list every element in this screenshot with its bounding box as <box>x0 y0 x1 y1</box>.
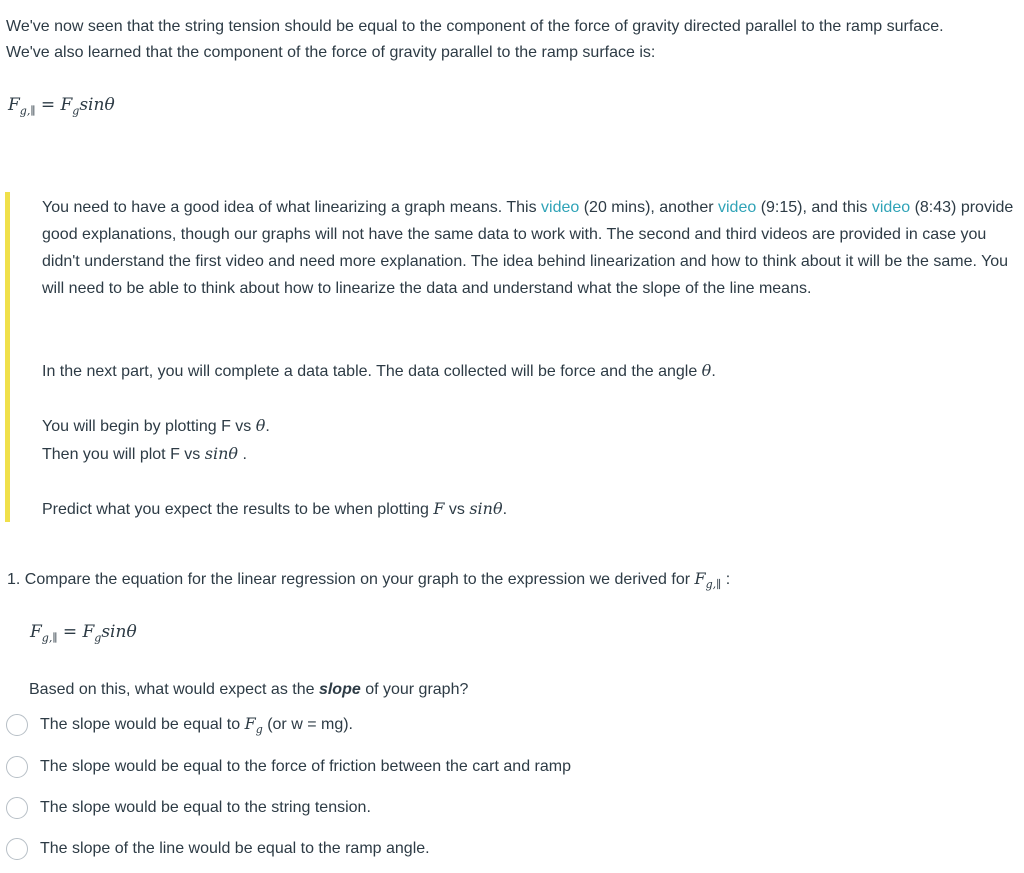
callout-text: Then you will plot F vs <box>42 446 205 463</box>
equation-parallel-gravity <box>8 95 115 117</box>
answer-option-label: The slope of the line would be equal to the ramp angle. <box>40 840 430 857</box>
question-colon: : <box>721 571 731 588</box>
callout-text: (8:43) provide good explanations, though our graphs will not have the same data to work with. The second and third videos are provided in case you didn't understand the first video and need more explanation. The idea behind linearization and how to think about it will be the same. You will need to be able to think about how to linearize the data and understand what the slope of the line means. <box>42 199 1014 297</box>
sin-theta-symbol: sinθ <box>204 444 238 463</box>
equation-parallel-gravity-repeat <box>30 622 137 644</box>
video-link-3[interactable]: video <box>871 199 911 216</box>
video-link-2[interactable]: video <box>718 199 757 216</box>
force-subscript: g <box>255 723 263 737</box>
callout-text: . <box>502 501 508 518</box>
answer-option-label: The slope would be equal to the string tension. <box>40 799 371 816</box>
callout-text: (9:15), and this <box>756 199 872 216</box>
info-callout <box>5 192 1024 522</box>
question-label: 1. Compare the equation for the linear regression on your graph to the expression we derived for <box>7 571 695 588</box>
eq-equals: = <box>35 95 61 115</box>
prompt-text: Based on this, what would expect as the <box>29 681 319 698</box>
eq-lhs-sub: g,∥ <box>19 104 36 118</box>
radio-button[interactable] <box>6 838 28 860</box>
option-text: The slope would be equal to <box>40 715 245 733</box>
callout-text: You will begin by plotting F vs <box>42 418 256 435</box>
callout-paragraph-data-table <box>42 357 716 385</box>
question-prompt <box>29 678 468 702</box>
eq-equals: = <box>57 622 83 642</box>
eq-rhs-sub: g <box>72 104 80 118</box>
force-subscript: g,∥ <box>705 578 722 592</box>
eq-rhs: F <box>82 622 95 642</box>
radio-button[interactable] <box>6 756 28 778</box>
intro-text <box>6 14 1022 66</box>
callout-text: . <box>265 418 270 435</box>
callout-text: vs <box>444 501 470 518</box>
callout-paragraph-videos <box>42 194 1024 302</box>
callout-text: You need to have a good idea of what linearizing a graph means. This <box>42 199 542 216</box>
force-symbol: F <box>433 499 445 518</box>
prompt-text: of your graph? <box>360 681 469 698</box>
callout-paragraph-plot-theta <box>42 412 270 440</box>
theta-symbol: θ <box>255 416 266 435</box>
force-symbol: F <box>694 569 706 588</box>
eq-lhs: F <box>8 95 20 115</box>
callout-text: Predict what you expect the results to be when plotting <box>42 501 434 518</box>
eq-lhs: F <box>30 622 42 642</box>
answer-option-2[interactable] <box>6 754 571 780</box>
question-text <box>7 566 1017 598</box>
eq-rhs-sub: g <box>94 631 102 645</box>
callout-text: In the next part, you will complete a data table. The data collected will be force and the angle <box>42 363 702 380</box>
answer-option-3[interactable] <box>6 795 371 821</box>
callout-paragraph-predict <box>42 495 507 523</box>
intro-line-2: We've also learned that the component of the force of gravity parallel to the ramp surface is: <box>6 44 656 61</box>
eq-func: sinθ <box>79 95 115 115</box>
callout-paragraph-plot-sin <box>42 440 247 468</box>
callout-text: . <box>238 446 247 463</box>
eq-rhs: F <box>60 95 73 115</box>
answer-option-label <box>40 714 353 736</box>
option-text: (or w = mg). <box>262 715 353 733</box>
callout-text: (20 mins), another <box>579 199 718 216</box>
theta-symbol: θ <box>701 361 712 380</box>
radio-button[interactable] <box>6 714 28 736</box>
eq-func: sinθ <box>101 622 137 642</box>
intro-line-1: We've now seen that the string tension should be equal to the component of the force of gravity directed parallel to the ramp surface. <box>6 18 944 35</box>
video-link-1[interactable]: video <box>541 199 580 216</box>
answer-option-1[interactable] <box>6 712 353 738</box>
eq-lhs-sub: g,∥ <box>41 631 58 645</box>
answer-option-label: The slope would be equal to the force of friction between the cart and ramp <box>40 758 571 775</box>
callout-text: . <box>711 363 716 380</box>
prompt-slope-emphasis: slope <box>318 681 361 698</box>
force-symbol: F <box>244 713 256 733</box>
radio-button[interactable] <box>6 797 28 819</box>
sin-theta-symbol: sinθ <box>469 499 503 518</box>
answer-option-4[interactable] <box>6 836 430 862</box>
